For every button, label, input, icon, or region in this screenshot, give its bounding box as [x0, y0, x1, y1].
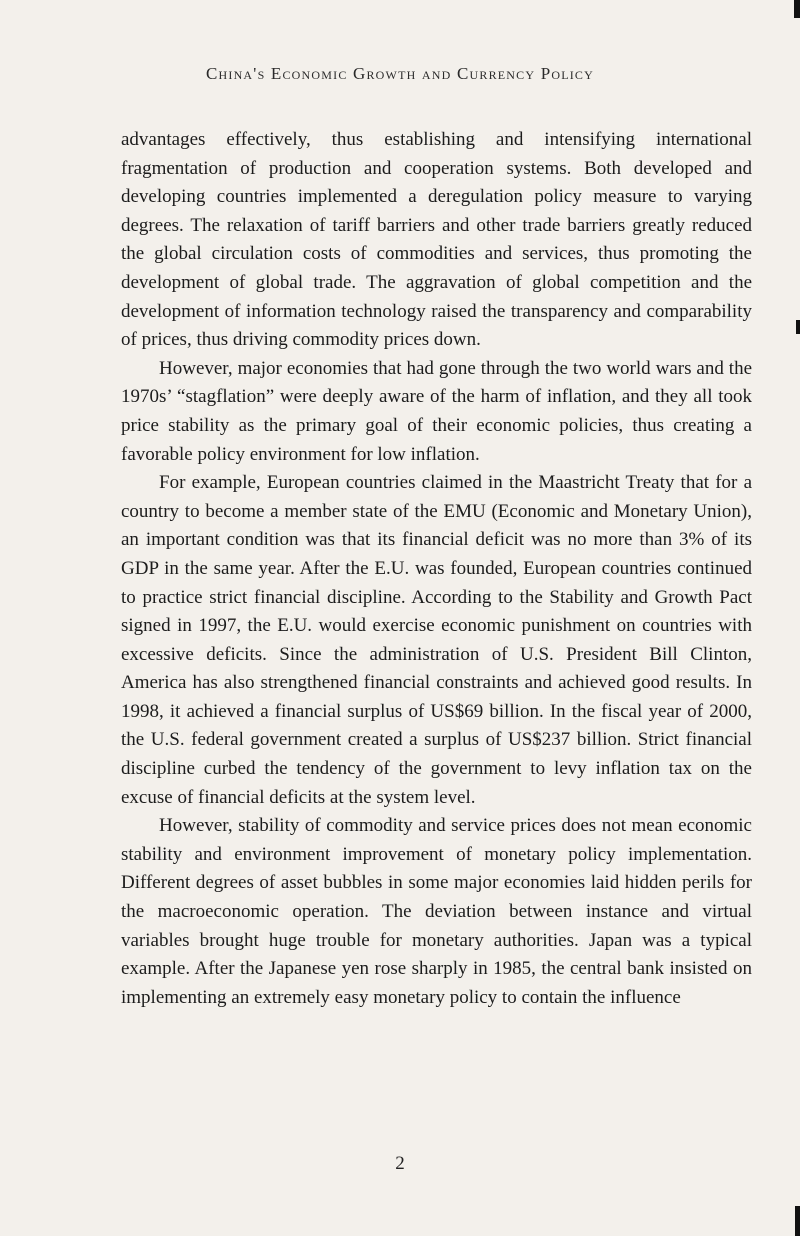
paragraph: However, major economies that had gone through the two world wars and the 1970s’ “stagflation” were deeply aware of the harm of inflation, and they all took price stability as the primary goal of their economic policies, thus creating a favorable policy environment for low inflation. [121, 357, 752, 465]
paragraph: advantages effectively, thus establishing and intensifying international fragmentation of production and cooperation systems. Both developed and developing countries implemented a deregulation policy measure to varying degrees. The relaxation of tariff barriers and other trade barriers greatly reduced the global circulation costs of commodities and services, thus promoting the development of global trade. The aggravation of global competition and the development of information technology raised the transparency and comparability of prices, thus driving commodity prices down. [121, 129, 752, 351]
paragraph: For example, European countries claimed in the Maastricht Treaty that for a country to become a member state of the EMU (Economic and Monetary Union), an important condition was that its financial deficit was no more than 3% of its GDP in the same year. After the E.U. was founded, European countries continued to practice strict financial discipline. According to the Stability and Growth Pact signed in 1997, the E.U. would exercise economic punishment on countries with excessive deficits. Since the administration of U.S. President Bill Clinton, America has also strengthened financial constraints and achieved good results. In 1998, it achieved a financial surplus of US$69 billion. In the fiscal year of 2000, the U.S. federal government created a surplus of US$237 billion. Strict financial discipline curbed the tendency of the government to levy inflation tax on the excuse of financial deficits at the system level. [121, 472, 752, 808]
page-number: 2 [395, 1153, 405, 1174]
body-text [121, 126, 752, 1012]
page-edge-shadow [795, 1206, 800, 1236]
paragraph: However, stability of commodity and service prices does not mean economic stability and environment improvement of monetary policy implementation. Different degrees of asset bubbles in some major economies laid hidden perils for the macroeconomic operation. The deviation between instance and virtual variables brought huge trouble for monetary authorities. Japan was a typical example. After the Japanese yen rose sharply in 1985, the central bank insisted on implementing an extremely easy monetary policy to contain the influence [121, 815, 752, 1008]
page-edge-shadow [796, 320, 800, 334]
page-edge-shadow [794, 0, 800, 18]
running-head: China's Economic Growth and Currency Policy [205, 64, 595, 83]
